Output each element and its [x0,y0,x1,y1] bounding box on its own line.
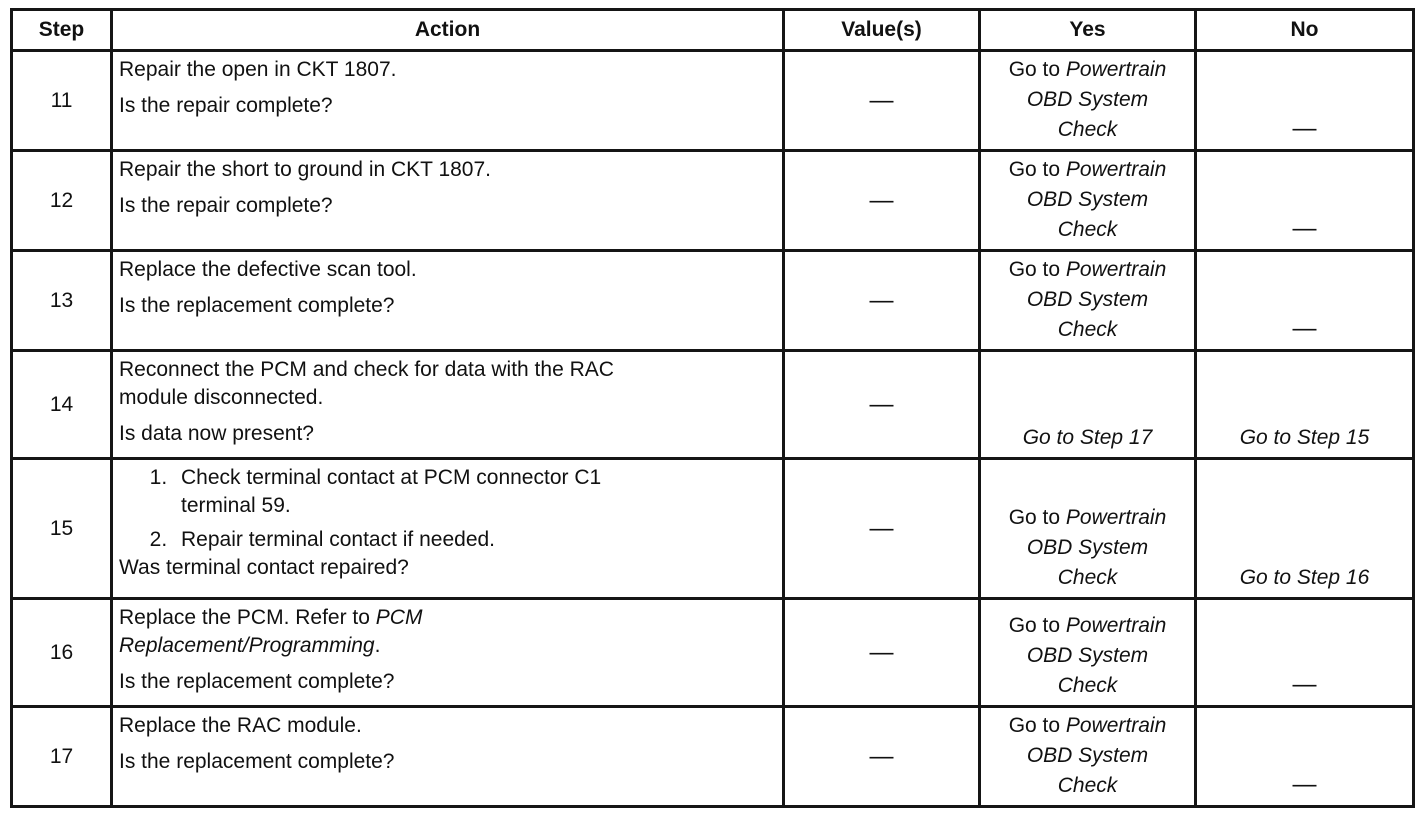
yes-target-1: Powertrain [1065,506,1167,529]
header-row [12,10,1414,51]
yes-line-2: OBD System [1026,536,1149,559]
header-no: No [1196,10,1414,51]
yes-line-3: Check [1057,318,1118,341]
step-number: 13 [12,251,112,351]
action-reference[interactable]: Replacement/Programming [119,634,375,657]
action-text: module disconnected. [119,386,324,409]
action-cell [112,599,784,707]
diagnostic-table [10,8,1415,808]
action-text: Reconnect the PCM and check for data with the RAC [119,358,614,381]
yes-prefix: Go to [1008,714,1061,737]
yes-line-2: OBD System [1026,644,1149,667]
yes-cell [980,351,1196,459]
action-text: Repair the short to ground in CKT 1807. [119,158,492,181]
action-cell [112,151,784,251]
value-cell [784,151,980,251]
no-cell [1196,459,1414,599]
value-dash: — [869,286,894,314]
value-cell [784,459,980,599]
yes-prefix: Go to [1008,258,1061,281]
yes-cell [980,707,1196,807]
action-step-item [173,464,776,520]
yes-prefix: Go to [1008,506,1061,529]
diagnostic-table-container [10,8,1412,808]
yes-cell [980,51,1196,151]
step-number: 17 [12,707,112,807]
no-cell [1196,51,1414,151]
no-dash: — [1292,771,1317,798]
no-goto-step[interactable]: Go to Step 16 [1239,566,1370,589]
action-text [119,632,776,660]
yes-line-2: OBD System [1026,88,1149,111]
table-row [12,151,1414,251]
yes-prefix: Go to [1008,58,1061,81]
action-step-text: terminal 59. [181,494,291,517]
action-question: Was terminal contact repaired? [119,556,409,579]
no-goto-step[interactable]: Go to Step 15 [1239,426,1370,449]
table-row [12,599,1414,707]
action-cell [112,459,784,599]
yes-goto-step[interactable]: Go to Step 17 [1022,426,1153,449]
yes-line-1 [985,711,1190,741]
yes-line-1 [985,55,1190,85]
no-cell [1196,599,1414,707]
yes-prefix: Go to [1008,614,1061,637]
action-text: Replace the defective scan tool. [119,258,417,281]
yes-line-3: Check [1057,566,1118,589]
value-dash: — [869,742,894,770]
action-question: Is the repair complete? [119,94,333,117]
table-row [12,251,1414,351]
yes-target-1: Powertrain [1065,714,1167,737]
table-row [12,459,1414,599]
header-action: Action [112,10,784,51]
yes-line-3: Check [1057,774,1118,797]
yes-cell [980,251,1196,351]
no-dash: — [1292,215,1317,242]
yes-line-3: Check [1057,218,1118,241]
no-cell [1196,707,1414,807]
yes-line-1 [985,255,1190,285]
action-cell [112,351,784,459]
action-reference[interactable]: PCM [375,606,423,629]
action-text: Repair the open in CKT 1807. [119,58,397,81]
header-yes: Yes [980,10,1196,51]
value-cell [784,351,980,459]
no-cell [1196,351,1414,459]
action-cell [112,51,784,151]
action-question: Is the replacement complete? [119,670,395,693]
yes-target-1: Powertrain [1065,258,1167,281]
yes-target-1: Powertrain [1065,58,1167,81]
yes-target-1: Powertrain [1065,614,1167,637]
no-dash: — [1292,315,1317,342]
step-number: 14 [12,351,112,459]
action-cell [112,707,784,807]
table-row [12,351,1414,459]
yes-line-3: Check [1057,118,1118,141]
no-dash: — [1292,671,1317,698]
action-suffix: . [374,634,381,657]
table-row [12,51,1414,151]
action-text: Replace the RAC module. [119,714,362,737]
yes-line-2: OBD System [1026,288,1149,311]
yes-cell [980,459,1196,599]
value-dash: — [869,86,894,114]
yes-line-1 [985,611,1190,641]
action-question: Is the repair complete? [119,194,333,217]
action-steps-list [113,464,776,554]
yes-cell [980,151,1196,251]
action-question: Is the replacement complete? [119,750,395,773]
yes-cell [980,599,1196,707]
yes-line-1 [985,155,1190,185]
no-cell [1196,251,1414,351]
action-prefix: Replace the PCM. Refer to [119,606,370,629]
yes-line-1 [985,503,1190,533]
value-dash: — [869,390,894,418]
header-step: Step [12,10,112,51]
value-dash: — [869,638,894,666]
header-values: Value(s) [784,10,980,51]
value-cell [784,707,980,807]
value-dash: — [869,186,894,214]
yes-line-3: Check [1057,674,1118,697]
yes-target-1: Powertrain [1065,158,1167,181]
action-question: Is data now present? [119,422,314,445]
table-row [12,707,1414,807]
action-question: Is the replacement complete? [119,294,395,317]
step-number: 11 [12,51,112,151]
value-cell [784,51,980,151]
value-cell [784,599,980,707]
yes-prefix: Go to [1008,158,1061,181]
action-step-text: 1. Check terminal contact at PCM connector C1 [181,466,602,489]
step-number: 16 [12,599,112,707]
yes-line-2: OBD System [1026,188,1149,211]
action-cell [112,251,784,351]
step-number: 12 [12,151,112,251]
no-dash: — [1292,115,1317,142]
action-text [119,604,776,632]
action-step-item: 2. Repair terminal contact if needed. [173,526,776,554]
value-dash: — [869,514,894,542]
step-number: 15 [12,459,112,599]
yes-line-2: OBD System [1026,744,1149,767]
value-cell [784,251,980,351]
no-cell [1196,151,1414,251]
